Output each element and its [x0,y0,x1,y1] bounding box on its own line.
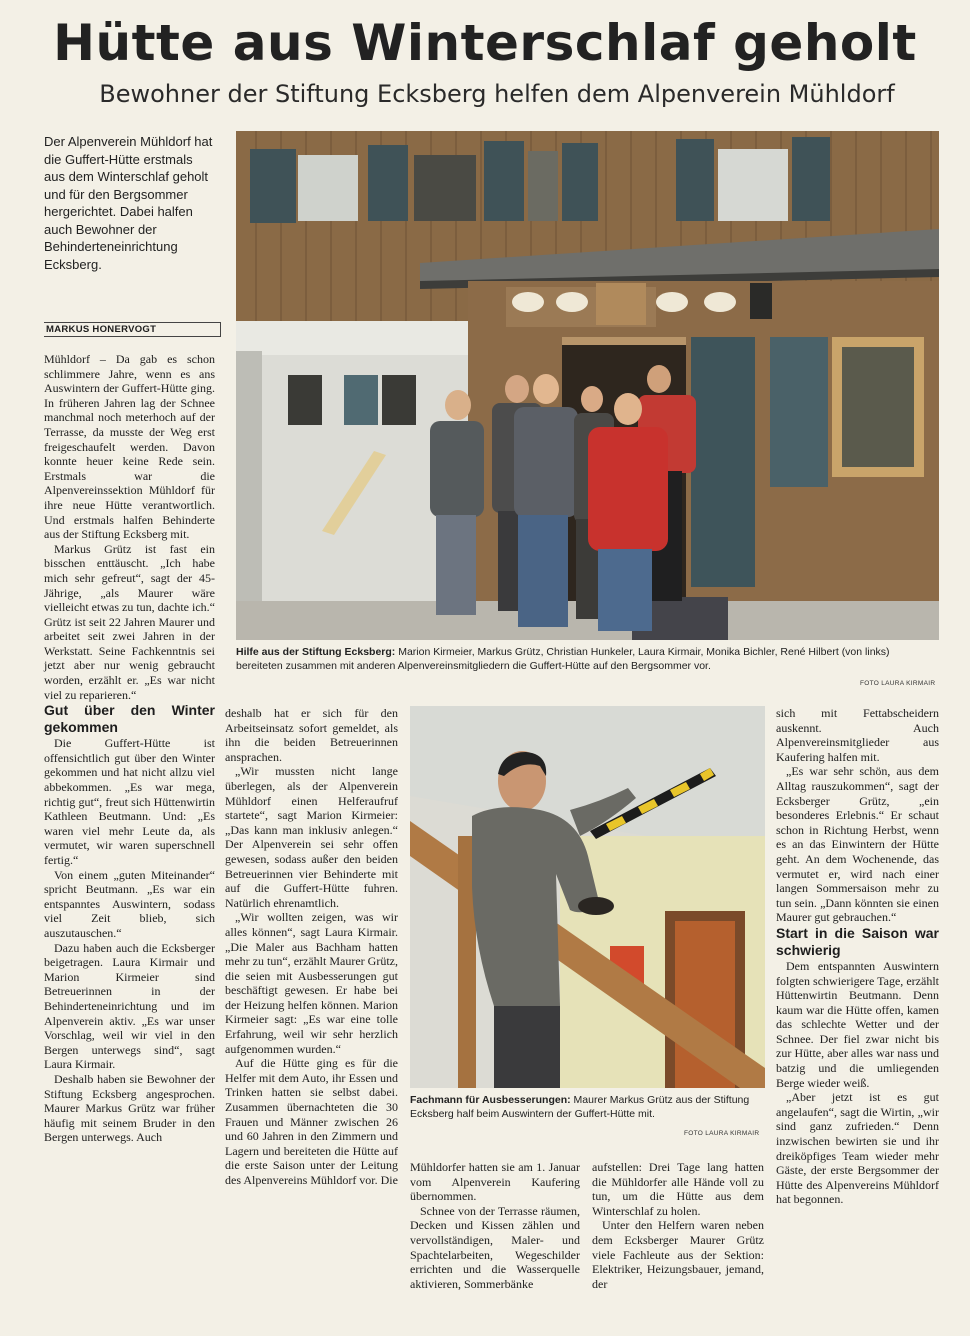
photo2-credit: FOTO LAURA KIRMAIR [684,1130,760,1137]
paragraph: aufstellen: Drei Tage lang hatten die Mühldorfer alle Hände voll zu tun, um die Hütte aus dem Winterschlaf zu holen. [592,1160,764,1218]
paragraph: „Wir mussten nicht lange überlegen, als der Alpenverein Mühldorf einen Helferaufruf startete“, sagt Marion Kirmeier: „Das kann man inklusiv anlegen.“ Der Alpenverein sei sehr offen gewesen, sodass außer den beiden Betreuerinnen vier Behinderte mit auf die Guffert-Hütte fuhren. Natürlich ehrenamtlich. [225,764,398,910]
article-column-1 [44,352,215,1145]
paragraph: sich mit Fettabscheidern auskennt. Auch Alpenvereinsmitglieder aus Kaufering halfen mit. [776,706,939,764]
paragraph: deshalb hat er sich für den Arbeitseinsatz sofort gemeldet, als ihn die beiden Betreuerinnen ansprachen. [225,706,398,764]
subheading: Gut über den Winter gekommen [44,702,215,736]
photo2-caption-text: Maurer Markus Grütz aus der Stiftung Ecksberg half beim Auswintern der Guffert-Hütte mit. [410,1094,750,1120]
paragraph: Markus Grütz ist fast ein bisschen enttäuscht. „Ich habe mich sehr gefreut“, sagt der 45-Jährige, „als Maurer wäre vielleicht etwas zu tun, dachte ich.“ Grütz ist seit 22 Jahren Maurer und arbeitet seit zwei Jahren in der Werkstatt. Seine Fachkenntnis sei jetzt aber nur wenig gebraucht worden, erzählt er. „Es war nicht viel zu reparieren.“ [44,541,215,702]
paragraph: „Aber jetzt ist es gut angelaufen“, sagt die Wirtin, „wir sind ganz zufrieden.“ Denn inzwischen bewirten sie und ihr dreiköpfiges Team wieder mehr Gäste, der erste Bergsommer der Hütte des Alpenvereins Mühldorf hat begonnen. [776,1090,939,1207]
photo1-credit: FOTO LAURA KIRMAIR [860,680,936,687]
worker-photo-illustration [410,706,765,1088]
article-headline: Hütte aus Winterschlaf geholt [53,14,917,72]
photo2-caption-bold: Fachmann für Ausbesserungen: [410,1094,571,1106]
paragraph: Von einem „guten Miteinander“ spricht Beutmann. „Es war ein entspanntes Auswintern, sodass viel Zeit blieb, sich auszutauschen.“ [44,867,215,940]
paragraph: Unter den Helfern waren neben dem Ecksberger Maurer Grütz viele Fachleute aus der Sektion: Elektriker, Heizungsbauer, jemand, der [592,1218,764,1291]
article-column-3 [410,1160,580,1291]
article-column-2 [225,706,398,1188]
article-column-5 [776,706,939,1207]
paragraph: Dazu haben auch die Ecksberger beigetragen. Laura Kirmair und Marion Kirmeier sind Betreuerinnen in der Behinderteneinrichtung und im Alpenverein aktiv. „Es war unser Vorschlag, weil wir viel in den Bergen unterwegs sind“, sagt Laura Kirmair. [44,940,215,1072]
photo1-caption-text: Marion Kirmeier, Markus Grütz, Christian Hunkeler, Laura Kirmair, Monika Bichler, René Hilbert (von links) bereiteten zusammen mit anderen Alpenvereinsmitgliedern die Guffert-Hütte auf den Bergsommer vor. [236,646,890,672]
article-column-4 [592,1160,764,1291]
paragraph: Mühldorfer hatten sie am 1. Januar vom Alpenverein Kaufering übernommen. [410,1160,580,1204]
article-lead: Der Alpenverein Mühldorf hat die Guffert-Hütte erstmals aus dem Winterschlaf geholt und für den Bergsommer hergerichtet. Dabei halfen auch Bewohner der Behinderteneinrichtung Ecksberg. [44,134,213,272]
paragraph: Auf die Hütte ging es für die Helfer mit dem Auto, ihr Essen und Trinken hatten sie selbst dabei. Zusammen übernachteten die 30 Frauen und Männer zwischen 26 und 60 Jahren in den Zimmern und Lagern und bereiteten die Hütte auf die erste Saison unter der Leitung des Alpenvereins Mühldorf vor. Die [225,1056,398,1187]
photo-worker [410,706,765,1088]
hut-photo-illustration [236,131,939,640]
photo1-caption [236,646,939,673]
paragraph: Dem entspannten Auswintern folgten schwierigere Tage, erzählt Hüttenwirtin Beutmann. Denn kaum war die Hütte offen, kamen das schlechte Wetter und der Schnee. Der fiel zwar nicht bis zur Hütte, aber alles war nass und batzig und die umliegenden Berge wieder weiß. [776,958,939,1090]
paragraph: Deshalb haben sie Bewohner der Stiftung Ecksberg angesprochen. Maurer Markus Grütz war früher häufig mit seinem Bruder in den Bergen unterwegs. Auch [44,1071,215,1145]
photo2-caption [410,1094,765,1121]
subheading: Start in die Saison war schwierig [776,924,939,958]
photo-hut-group [236,131,939,640]
paragraph: Schnee von der Terrasse räumen, Decken und Kissen zählen und vervollständigen, Maler- und Spachtelarbeiten, Wegeschilder errichten und die Wasserquelle aktivieren, Sommerbänke [410,1203,580,1291]
photo1-caption-bold: Hilfe aus der Stiftung Ecksberg: [236,646,396,658]
author-byline: MARKUS HONERVOGT [44,322,221,337]
paragraph: Die Guffert-Hütte ist offensichtlich gut über den Winter gekommen und hat nicht allzu viel abbekommen. „Es war mega, richtig gut“, freut sich Hüttenwirtin Kathleen Beutmann. Und: „Es waren viel mehr Leute da, als vermutet, wir waren superschnell fertig.“ [44,736,215,867]
paragraph: „Wir wollten zeigen, was wir alles können“, sagt Laura Kirmair. „Die Maler aus Bachham hatten mehr zu tun“, erzählt Maurer Grütz, die seien mit Ausbesserungen gut beschäftigt gewesen. Er habe bei der Heizung helfen können. Marion Kirmeier sagt: „Es war eine tolle Erfahrung, weil wir sehr herzlich aufgenommen wurden.“ [225,910,398,1056]
article-subheadline: Bewohner der Stiftung Ecksberg helfen dem Alpenverein Mühldorf [99,80,895,108]
paragraph: „Es war sehr schön, aus dem Alltag rauszukommen“, sagt der Ecksberger Grütz, „ein besonderes Erlebnis.“ Er schaut schon in Richtung Herbst, wenn es an das Einwintern der Hütte geht. An dem Wochenende, das vermutet er, wird nach einer langen Sommersaison mehr zu tun sein. „Dann könnten sie einen Maurer gut gebrauchen.“ [776,764,939,925]
paragraph: Mühldorf – Da gab es schon schlimmere Jahre, wenn es ans Auswintern der Guffert-Hütte ging. In früheren Jahren lag der Schnee manchmal noch meterhoch auf der Terrasse, da musste der Weg erst freigeschaufelt werden. Davon konnte heuer keine Rede sein. Erstmals war die Alpenvereinssektion Mühldorf für ihre neue Hütte verantwortlich. Und erstmals halfen Behinderte aus der Stiftung Ecksberg mit. [44,352,215,542]
